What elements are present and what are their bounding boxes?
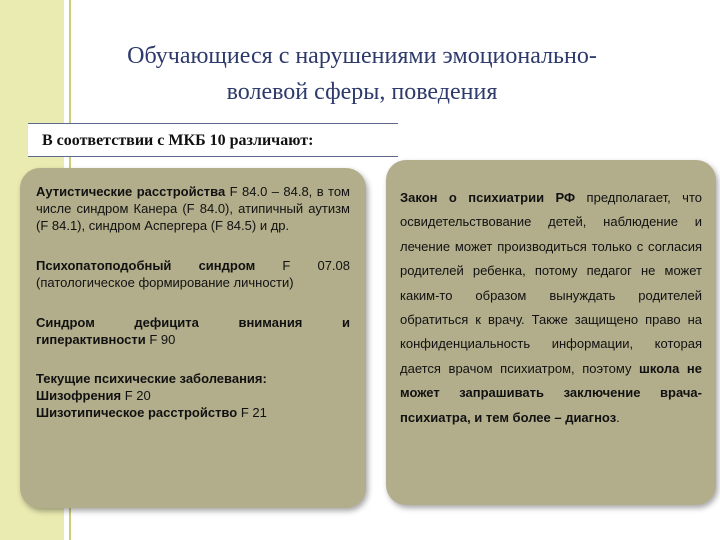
schizotypal-line	[36, 404, 350, 421]
schizophrenia-code: F 20	[121, 388, 151, 403]
mental-illness-item	[36, 370, 350, 421]
adhd-desc: F 90	[145, 332, 176, 347]
autism-desc: F 84.0 – 84.8, в том числе синдром Канера (F 84.0), атипичный аутизм (F 84.1), синдром Аспергера (F 84.5) и др.	[36, 184, 350, 233]
psychopathic-desc: F 07.08 (патологическое формирование личности)	[36, 258, 351, 290]
title-line-2: волевой сферы, поведения	[226, 79, 498, 105]
schizophrenia-line	[36, 387, 350, 404]
autism-term: Аутистические расстройства	[36, 184, 226, 199]
law-key-statement: школа не может запрашивать заключение врача-психиатра, и тем более – диагноз	[400, 360, 702, 425]
law-text-part1: предполагает, что освидетельствование детей, наблюдение и лечение может производиться только с согласия родителей ребенка, потому педагог не может каким-то образом вынуждать родителей обратиться к врачу. Также защищено право на конфиденциальность информации, которая дается врачом психиатром, поэтому	[400, 190, 702, 376]
psychiatry-law-panel	[386, 160, 716, 505]
psychiatry-law-text	[400, 186, 702, 430]
law-text-end: .	[616, 409, 620, 425]
slide-title	[82, 38, 642, 110]
title-line-1: Обучающиеся с нарушениями эмоционально-	[127, 43, 597, 69]
mental-illness-heading: Текущие психические заболевания:	[36, 371, 267, 386]
adhd-term: Синдром дефицита внимания и гиперактивности	[36, 315, 350, 347]
law-name: Закон о психиатрии РФ	[400, 190, 576, 205]
psychopathic-term: Психопатоподобный синдром	[36, 258, 256, 273]
icd-classification-panel	[20, 168, 366, 508]
schizotypal-term: Шизотипическое расстройство	[36, 405, 238, 420]
adhd-item	[36, 314, 350, 348]
schizophrenia-term: Шизофрения	[36, 388, 122, 403]
autism-item	[36, 183, 350, 234]
classification-subheading: В соответствии с МКБ 10 различают:	[28, 123, 398, 157]
psychopathic-item	[36, 257, 350, 291]
schizotypal-code: F 21	[237, 405, 267, 420]
